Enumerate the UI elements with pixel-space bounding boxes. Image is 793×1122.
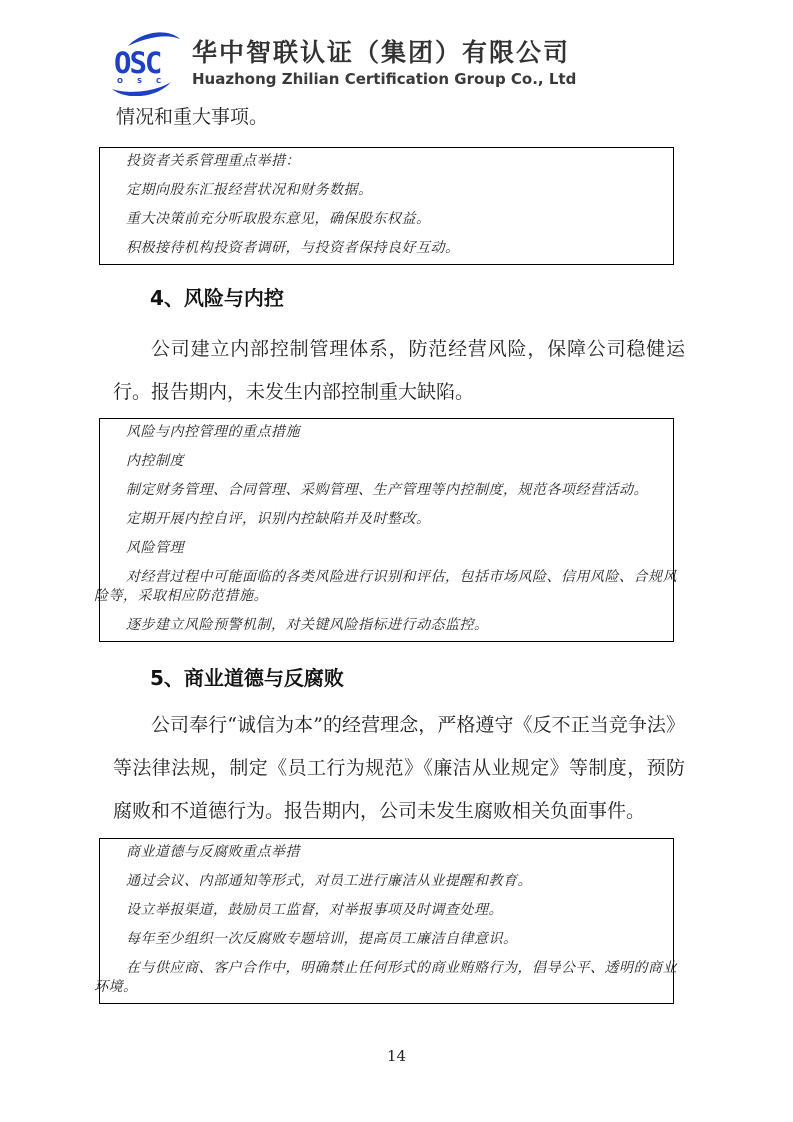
investor-relations-box bbox=[99, 147, 674, 265]
box-line: 投资者关系管理重点举措： bbox=[126, 153, 300, 169]
box-line: 重大决策前充分听取股东意见，确保股东权益。 bbox=[126, 211, 431, 227]
company-name-en: Huazhong Zhilian Certification Group Co., Ltd bbox=[192, 70, 577, 88]
risk-control-paragraph: 公司建立内部控制管理体系，防范经营风险，保障公司稳健运行。报告期内，未发生内部控制重大缺陷。 bbox=[113, 338, 685, 403]
box-line: 每年至少组织一次反腐败专题培训，提高员工廉洁自律意识。 bbox=[126, 931, 518, 947]
logo-top-swoosh bbox=[128, 32, 180, 46]
box-line: 逐步建立风险预警机制，对关键风险指标进行动态监控。 bbox=[126, 617, 489, 633]
box-line: 制定财务管理、合同管理、采购管理、生产管理等内控制度，规范各项经营活动。 bbox=[126, 482, 648, 498]
logo-subtext: OSC bbox=[117, 77, 176, 85]
box-line: 积极接待机构投资者调研，与投资者保持良好互动。 bbox=[126, 240, 460, 256]
box-line: 定期开展内控自评，识别内控缺陷并及时整改。 bbox=[126, 511, 431, 527]
box-line: 商业道德与反腐败重点举措 bbox=[126, 844, 300, 860]
risk-control-box bbox=[94, 418, 677, 642]
osc-logo-graphic bbox=[108, 30, 180, 96]
box-line: 内控制度 bbox=[126, 453, 184, 469]
company-letterhead bbox=[108, 0, 793, 96]
box-line: 风险与内控管理的重点措施 bbox=[126, 424, 300, 440]
box-line: 定期向股东汇报经营状况和财务数据。 bbox=[126, 182, 373, 198]
box-line: 通过会议、内部通知等形式，对员工进行廉洁从业提醒和教育。 bbox=[126, 873, 532, 889]
company-logo-icon bbox=[108, 30, 180, 96]
company-name-cn: 华中智联认证（集团）有限公司 bbox=[192, 38, 571, 67]
box-line: 在与供应商、客户合作中，明确禁止任何形式的商业贿赂行为，倡导公平、透明的商业环境。 bbox=[94, 960, 677, 995]
paragraph-continuation: 情况和重大事项。 bbox=[116, 106, 269, 128]
box-line: 设立举报渠道，鼓励员工监督，对举报事项及时调查处理。 bbox=[126, 902, 503, 918]
section-heading-ethics: 5、商业道德与反腐败 bbox=[150, 666, 344, 690]
logo-text: OSC bbox=[114, 46, 161, 80]
ethics-box bbox=[94, 838, 677, 1004]
box-line: 风险管理 bbox=[126, 540, 184, 556]
section-heading-risk-control: 4、风险与内控 bbox=[150, 286, 284, 310]
page-number: 14 bbox=[386, 1047, 407, 1065]
company-names bbox=[192, 36, 576, 90]
box-line: 对经营过程中可能面临的各类风险进行识别和评估，包括市场风险、信用风险、合规风险等，采取相应防范措施。 bbox=[94, 569, 677, 604]
ethics-paragraph: 公司奉行“诚信为本”的经营理念，严格遵守《反不正当竞争法》等法律法规，制定《员工行为规范》《廉洁从业规定》等制度，预防腐败和不道德行为。报告期内，公司未发生腐败相关负面事件。 bbox=[113, 714, 685, 822]
